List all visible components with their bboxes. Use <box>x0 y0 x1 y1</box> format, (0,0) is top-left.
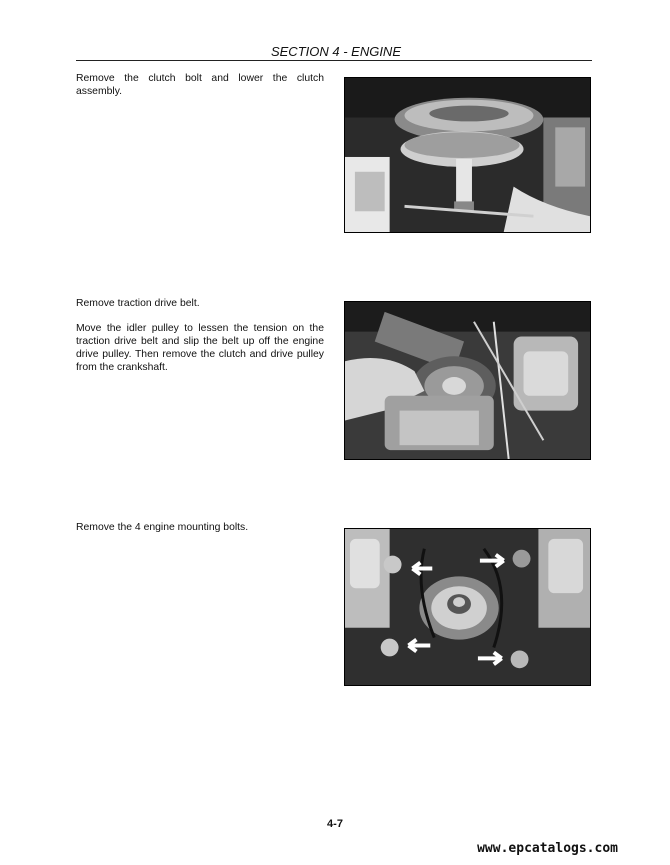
page-number: 4-7 <box>327 818 343 830</box>
step-1-text: Remove the clutch bolt and lower the clutch assembly. <box>76 73 324 97</box>
photo-clutch-assembly <box>344 77 591 233</box>
step-2-text: Remove traction drive belt. <box>76 298 200 309</box>
step-2-detail-text: Move the idler pulley to lessen the tension on the traction drive belt and slip the belt up off the engine drive pulley. Then remove the clutch and drive pulley from the crankshaft. <box>76 323 324 373</box>
watermark-link[interactable]: www.epcatalogs.com <box>477 841 618 856</box>
photo-engine-mounting-bolts <box>344 528 591 686</box>
header-rule <box>76 60 592 61</box>
section-header: SECTION 4 - ENGINE <box>270 44 401 59</box>
photo-drive-pulley <box>344 301 591 460</box>
step-3-text: Remove the 4 engine mounting bolts. <box>76 522 249 533</box>
